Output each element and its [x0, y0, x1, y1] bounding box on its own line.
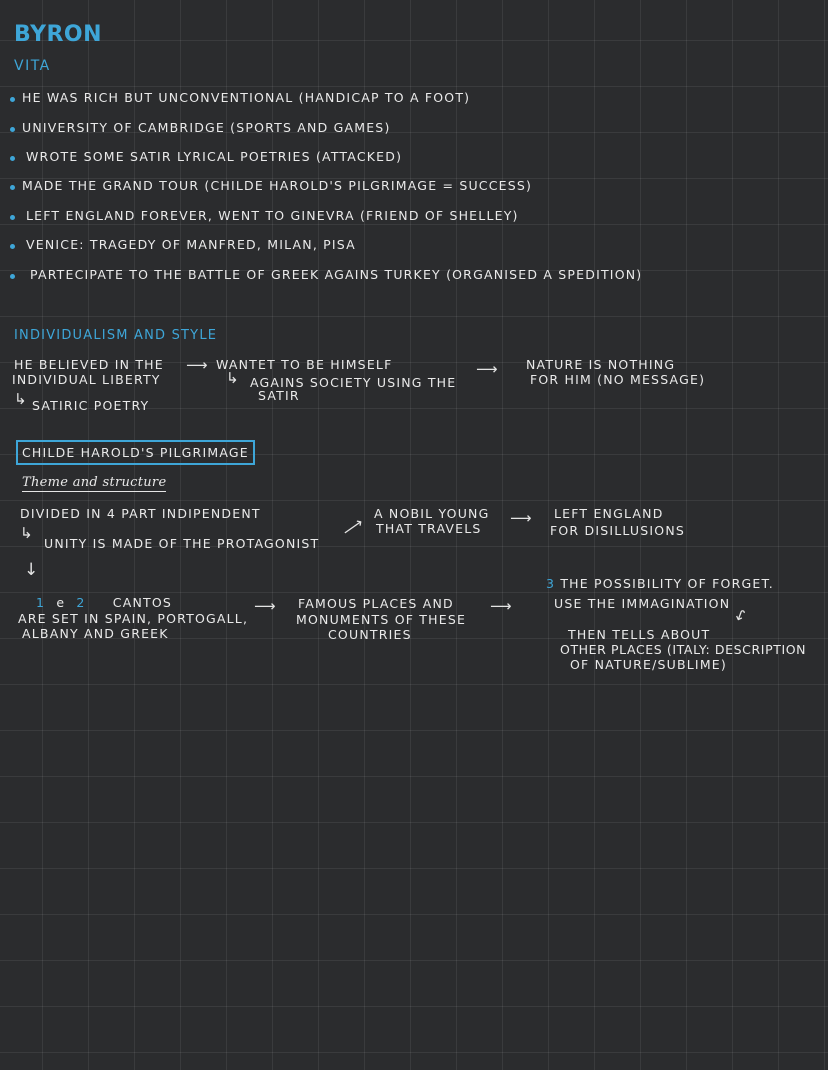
canto-number-3: 3: [546, 576, 556, 591]
canto-3-line2: USE THE IMMAGINATION: [554, 596, 731, 611]
hook-arrow-icon: ↳: [226, 369, 239, 387]
vita-heading: VITA: [14, 58, 51, 74]
list-item: PARTECIPATE TO THE BATTLE OF GREEK AGAINS TURKEY (ORGANISED A SPEDITION): [30, 267, 643, 282]
against-society-line2: SATIR: [258, 388, 300, 403]
wanted-himself: WANTET TO BE HIMSELF: [216, 357, 393, 372]
right-arrow-icon: ⟶: [254, 597, 276, 615]
canto-and: e: [56, 595, 66, 610]
cantos-line1: [36, 595, 172, 610]
then-tells-line2: OTHER PLACES (ITALY: DESCRIPTION: [560, 642, 807, 657]
cantos-word: CANTOS: [112, 595, 173, 610]
unity-protagonist: UNITY IS MADE OF THE PROTAGONIST: [44, 536, 320, 551]
nature-line2: FOR HIM (NO MESSAGE): [530, 372, 706, 387]
list-item: HE WAS RICH BUT UNCONVENTIONAL (HANDICAP TO A FOOT): [22, 90, 471, 105]
divided-parts: DIVIDED IN 4 PART INDIPENDENT: [20, 506, 261, 521]
cantos-line3: ALBANY AND GREEK: [22, 626, 169, 641]
page-title: BYRON: [14, 22, 103, 47]
liberty-line1: HE BELIEVED IN THE: [14, 357, 164, 372]
bullet-dot: [10, 127, 15, 132]
noble-young-line1: A NOBIL YOUNG: [374, 506, 490, 521]
theme-structure: Theme and structure: [22, 475, 167, 490]
canto-number-2: 2: [76, 595, 86, 610]
list-item: LEFT ENGLAND FOREVER, WENT TO GINEVRA (FRIEND OF SHELLEY): [26, 208, 519, 223]
then-tells-line1: THEN TELLS ABOUT: [568, 627, 711, 642]
against-society-line1: AGAINS SOCIETY USING THE: [250, 375, 457, 390]
famous-places-line3: COUNTRIES: [328, 627, 412, 642]
right-arrow-icon: ⟶: [510, 509, 532, 527]
bullet-dot: [10, 215, 15, 220]
bullet-dot: [10, 244, 15, 249]
left-england-line1: LEFT ENGLAND: [554, 506, 664, 521]
bullet-dot: [10, 185, 15, 190]
list-item: VENICE: TRAGEDY OF MANFRED, MILAN, PISA: [26, 237, 356, 252]
left-england-line2: FOR DISILLUSIONS: [550, 523, 686, 538]
liberty-line2: INDIVIDUAL LIBERTY: [12, 372, 161, 387]
canto-number-1: 1: [36, 595, 46, 610]
list-item: UNIVERSITY OF CAMBRIDGE (SPORTS AND GAMES): [22, 120, 391, 135]
famous-places-line2: MONUMENTS OF THESE: [296, 612, 467, 627]
satiric-poetry: SATIRIC POETRY: [32, 398, 150, 413]
childe-heading: CHILDE HAROLD'S PILGRIMAGE: [16, 440, 255, 465]
list-item: MADE THE GRAND TOUR (CHILDE HAROLD'S PILGRIMAGE = SUCCESS): [22, 178, 533, 193]
list-item: WROTE SOME SATIR LYRICAL POETRIES (ATTACKED): [26, 149, 403, 164]
down-arrow-icon: ↓: [24, 560, 39, 580]
right-arrow-icon: ⟶: [476, 360, 498, 378]
cantos-line2: ARE SET IN SPAIN, PORTOGALL,: [18, 611, 249, 626]
hook-arrow-icon: ↳: [20, 524, 33, 542]
noble-young-line2: THAT TRAVELS: [376, 521, 482, 536]
bullet-dot: [10, 156, 15, 161]
canto-3-line1: [546, 576, 774, 591]
famous-places-line1: FAMOUS PLACES AND: [298, 596, 454, 611]
bullet-dot: [10, 274, 15, 279]
right-arrow-icon: ⟶: [490, 597, 512, 615]
right-arrow-icon: ⟶: [186, 356, 208, 374]
hook-arrow-icon: ↳: [14, 390, 27, 408]
nature-line1: NATURE IS NOTHING: [526, 357, 676, 372]
then-tells-line3: OF NATURE/SUBLIME): [570, 657, 727, 672]
individualism-heading: INDIVIDUALISM AND STYLE: [14, 328, 218, 343]
curved-arrow-icon: ↪: [729, 606, 751, 624]
bullet-dot: [10, 97, 15, 102]
possibility-forget: THE POSSIBILITY OF FORGET.: [560, 576, 774, 591]
up-right-arrow-icon: ⟶: [338, 513, 367, 541]
